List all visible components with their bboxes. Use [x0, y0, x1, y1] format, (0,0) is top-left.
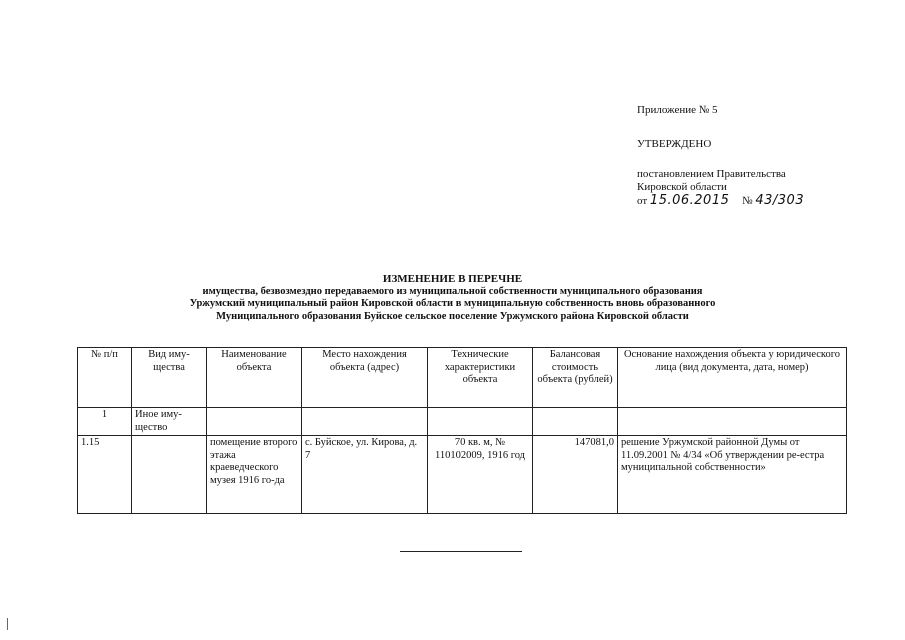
cell-object-name: помещение второго этажа краеведческого музея 1916 го-да [207, 436, 302, 514]
appendix-label: Приложение № 5 [637, 104, 718, 116]
approved-label: УТВЕРЖДЕНО [637, 138, 712, 150]
title-line-2: Уржумский муниципальный район Кировской области в муниципальную собственность вновь образованного [189, 298, 716, 309]
cell-property-type: Иное иму-щество [132, 408, 207, 436]
cell-balance-value [533, 408, 618, 436]
handwritten-number: 43/303 [755, 193, 805, 208]
title-line-3: Муниципального образования Буйское сельское поселение Уржумского района Кировской области [216, 310, 689, 322]
header-balance-value: Балансовая стоимость объекта (рублей) [533, 348, 618, 408]
decree-line-2: Кировской области [637, 181, 727, 193]
property-table [77, 347, 847, 514]
cell-location [302, 408, 428, 436]
cell-balance-value: 147081,0 [533, 436, 618, 514]
title-line-1: имущества, безвозмездно передаваемого из муниципальной собственности муниципального образования [202, 285, 703, 297]
header-property-type: Вид иму-щества [132, 348, 207, 408]
footer-divider [400, 551, 522, 552]
cell-basis [618, 408, 847, 436]
document-title [0, 273, 905, 323]
cell-basis: решение Уржумской районной Думы от 11.09.2001 № 4/34 «Об утверждении ре-естра муниципальной собственности» [618, 436, 847, 514]
number-prefix: № [742, 195, 753, 207]
decree-line-1: постановлением Правительства [637, 168, 786, 180]
cell-technical [428, 408, 533, 436]
header-technical: Технические характеристики объекта [428, 348, 533, 408]
table-row [78, 436, 847, 514]
cell-object-name [207, 408, 302, 436]
cell-property-type [132, 436, 207, 514]
header-basis: Основание нахождения объекта у юридического лица (вид документа, дата, номер) [618, 348, 847, 408]
scan-edge-mark [7, 618, 8, 630]
cell-number: 1 [78, 408, 132, 436]
cell-number: 1.15 [78, 436, 132, 514]
title-main: ИЗМЕНЕНИЕ В ПЕРЕЧНЕ [382, 273, 523, 285]
header-number: № п/п [78, 348, 132, 408]
approval-block [637, 104, 804, 208]
table-header-row [78, 348, 847, 408]
handwritten-date: 15.06.2015 [649, 193, 730, 208]
table-row [78, 408, 847, 436]
cell-technical: 70 кв. м, № 110102009, 1916 год [428, 436, 533, 514]
header-object-name: Наименование объекта [207, 348, 302, 408]
date-prefix: от [637, 195, 648, 207]
header-location: Место нахождения объекта (адрес) [302, 348, 428, 408]
cell-location: с. Буйское, ул. Кирова, д. 7 [302, 436, 428, 514]
decree-date-line [637, 194, 804, 208]
